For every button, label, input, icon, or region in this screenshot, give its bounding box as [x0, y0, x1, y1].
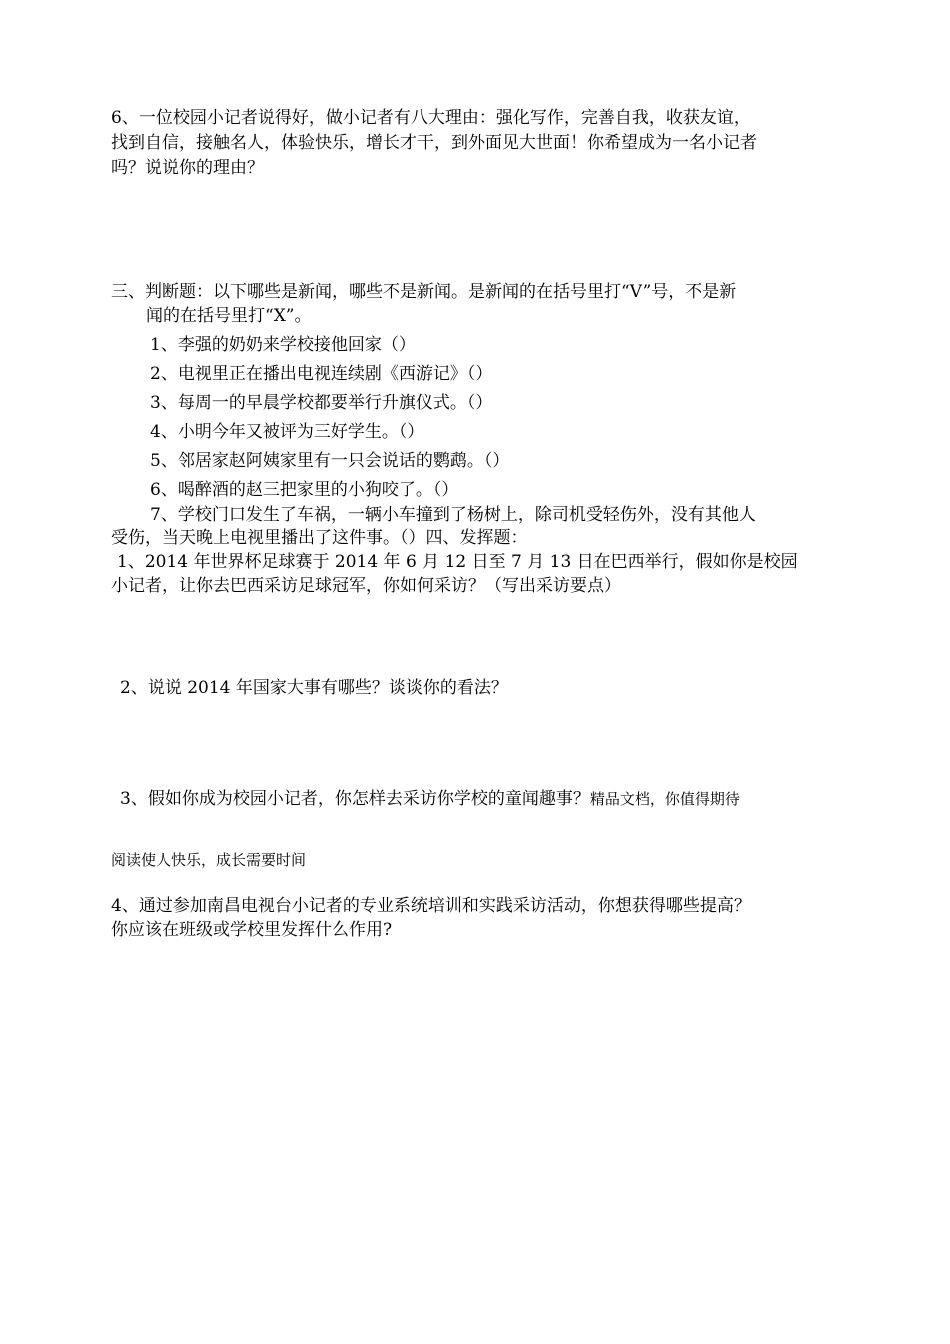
section-4-question-2: 2、说说 2014 年国家大事有哪些？谈谈你的看法？: [120, 678, 508, 698]
question-3-text: 3、假如你成为校园小记者，你怎样去采访你学校的童闻趣事？: [120, 789, 590, 809]
section-4-question-1-line-2: 小记者，让你去巴西采访足球冠军，你如何采访？（写出采访要点）: [111, 576, 621, 596]
question-6-line-2: 找到自信，接触名人，体验快乐，增长才干，到外面见大世面！你希望成为一名小记者: [111, 133, 757, 153]
question-6-line-3: 吗？说说你的理由？: [111, 158, 264, 178]
section-4-question-4-line-2: 你应该在班级或学校里发挥什么作用?: [111, 920, 393, 940]
section-4-question-3: [120, 787, 740, 811]
section-3-heading-line-1: 三、判断题：以下哪些是新闻，哪些不是新闻。是新闻的在括号里打“V”号，不是新: [111, 282, 737, 302]
section-4-question-4-line-1: 4、通过参加南昌电视台小记者的专业系统培训和实践采访活动，你想获得哪些提高？: [111, 896, 751, 916]
promo-note: 精品文档，你值得期待: [589, 790, 740, 808]
footer-note: 阅读使人快乐，成长需要时间: [111, 851, 307, 869]
judgment-item-7-line-1: 7、学校门口发生了车祸，一辆小车撞到了杨树上，除司机受轻伤外，没有其他人: [150, 505, 756, 525]
judgment-item-3: 3、每周一的早晨学校都要举行升旗仪式。（）: [150, 393, 493, 413]
judgment-item-4: 4、小明今年又被评为三好学生。（）: [150, 422, 425, 442]
judgment-item-6: 6、喝醉酒的赵三把家里的小狗咬了。（）: [150, 480, 459, 500]
judgment-item-2: 2、电视里正在播出电视连续剧《西游记》（）: [150, 364, 493, 384]
judgment-item-5: 5、邻居家赵阿姨家里有一只会说话的鹦鹉。（）: [150, 451, 510, 471]
judgment-item-1: 1、李强的奶奶来学校接他回家（）: [150, 335, 416, 355]
section-4-question-1-line-1: 1、2014 年世界杯足球赛于 2014 年 6 月 12 日至 7 月 13 日在巴西举行，假如你是校园: [117, 552, 798, 572]
question-6-line-1: 6、一位校园小记者说得好，做小记者有八大理由：强化写作，完善自我，收获友谊，: [111, 108, 751, 128]
judgment-item-7-line-2: 受伤，当天晚上电视里播出了这件事。（）四、发挥题：: [111, 528, 528, 548]
section-3-heading-line-2: 闻的在括号里打“X”。: [146, 306, 312, 326]
